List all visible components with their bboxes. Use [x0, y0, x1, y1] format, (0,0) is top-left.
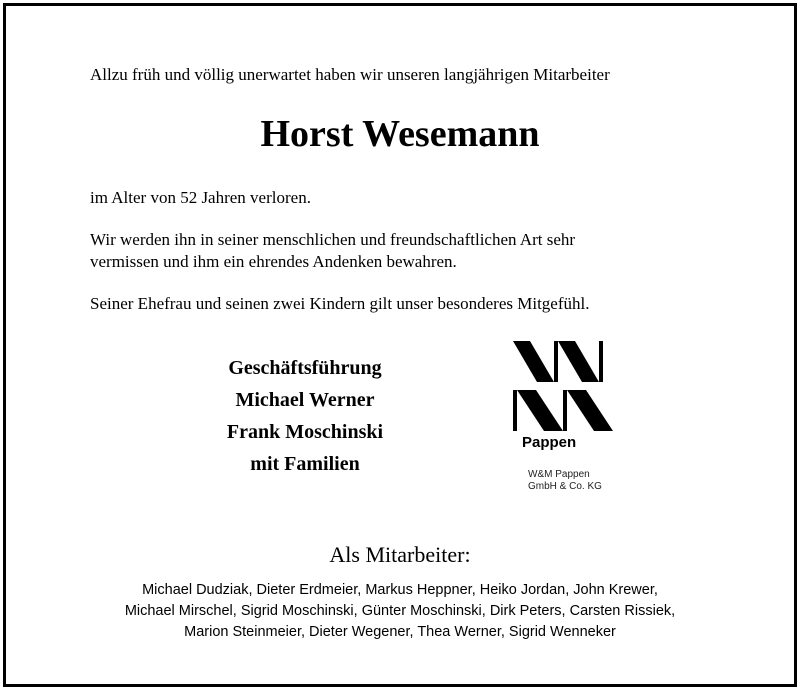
- signatory-line: Frank Moschinski: [226, 421, 384, 443]
- deceased-name: Horst Wesemann: [260, 113, 540, 155]
- staff-line: Michael Mirschel, Sigrid Moschinski, Günter Moschinski, Dirk Peters, Carsten Rissiek,: [124, 603, 676, 619]
- tribute-line: vermissen und ihm ein ehrendes Andenken bewahren.: [90, 252, 457, 271]
- sympathy-text: Seiner Ehefrau und seinen zwei Kindern gilt unser besonderes Mitgefühl.: [90, 294, 590, 313]
- signatory-line: Michael Werner: [235, 389, 375, 411]
- staff-line: Michael Dudziak, Dieter Erdmeier, Markus Heppner, Heiko Jordan, John Krewer,: [142, 582, 658, 598]
- tribute-line: Wir werden ihn in seiner menschlichen und freundschaftlichen Art sehr: [90, 230, 576, 249]
- logo-brand-text: Pappen: [522, 434, 577, 451]
- company-line: W&M Pappen: [528, 469, 590, 480]
- tribute-text: [90, 229, 575, 273]
- company-line: GmbH & Co. KG: [528, 481, 602, 492]
- staff-list: [0, 580, 800, 643]
- intro-text: Allzu früh und völlig unerwartet haben wir unseren langjährigen Mitarbeiter: [90, 65, 610, 84]
- signatory-line: mit Familien: [250, 453, 360, 475]
- staff-heading: Als Mitarbeiter:: [329, 542, 471, 567]
- signatories-block: [150, 352, 460, 480]
- signatory-line: Geschäftsführung: [228, 357, 382, 379]
- company-name: [528, 469, 602, 493]
- staff-line: Marion Steinmeier, Dieter Wegener, Thea Werner, Sigrid Wenneker: [184, 624, 616, 640]
- age-text: im Alter von 52 Jahren verloren.: [90, 188, 311, 207]
